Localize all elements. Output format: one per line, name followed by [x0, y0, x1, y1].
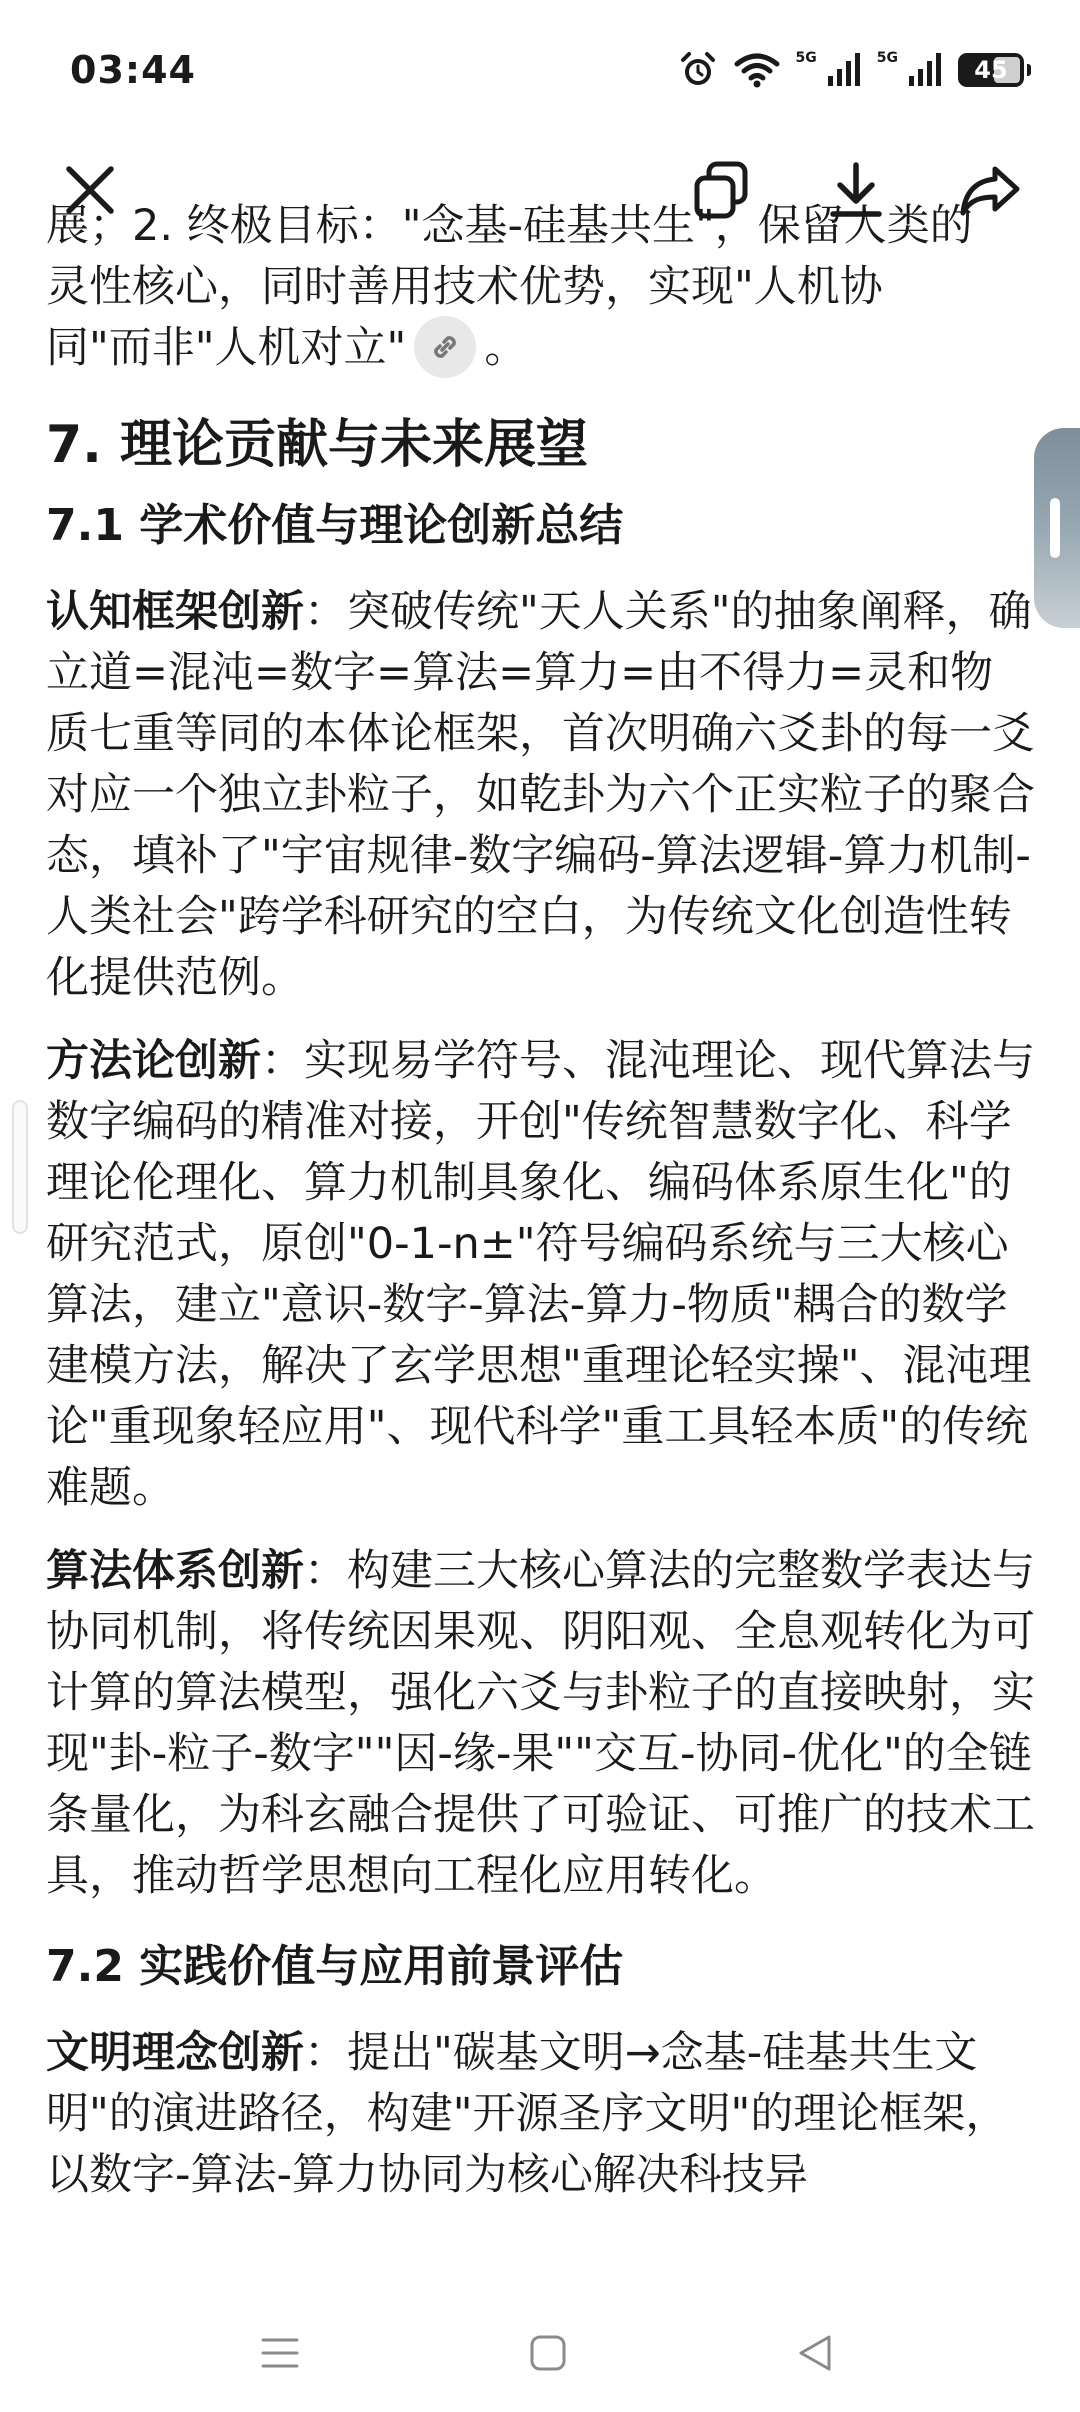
paragraph-label: 认知框架创新: [46, 586, 304, 637]
scroll-grip-icon: [1050, 498, 1060, 558]
text-line: 灵性核心，同时善用技术优势，实现"人机协: [46, 262, 883, 312]
paragraph: [46, 2023, 1036, 2206]
subsection-heading: 7.1 学术价值与理论创新总结: [46, 499, 624, 551]
subsection-heading: 7.2 实践价值与应用前景评估: [46, 1940, 624, 1992]
menu-icon: [260, 2335, 300, 2371]
text-fragment: 。: [484, 323, 528, 373]
back-icon: [795, 2333, 835, 2373]
paragraph-label: 算法体系创新: [46, 1545, 304, 1596]
signal-icon: [827, 52, 861, 88]
paragraph-text: ：提出"碳基文明→念基-硅基共生文明"的演进路径，构建"开源圣序文明"的理论框架，以数字-算法-算力协同为核心解决科技异: [46, 2027, 1009, 2200]
article-content: [46, 201, 1036, 2283]
status-bar: [0, 0, 1080, 140]
status-time: 03:44: [70, 48, 196, 92]
home-button[interactable]: [513, 2318, 583, 2388]
home-icon: [528, 2333, 568, 2373]
paragraph-label: 文明理念创新: [46, 2027, 304, 2078]
paragraph-label: 方法论创新: [46, 1035, 261, 1086]
text-fragment: 同"而非"人机对立": [46, 323, 407, 373]
system-nav-bar: [0, 2290, 1080, 2412]
network-label-1: 5G: [795, 50, 817, 66]
link-icon: [428, 330, 462, 364]
alarm-icon: [678, 50, 718, 90]
signal-icon-2: [908, 52, 942, 88]
scroll-handle[interactable]: [1034, 428, 1080, 628]
text-line-with-link: [46, 318, 1036, 382]
edge-gesture-indicator[interactable]: [12, 1100, 28, 1234]
paragraph: [46, 1541, 1036, 1907]
status-icons: [678, 50, 1024, 90]
paragraph: [46, 582, 1036, 1009]
paragraph-text: ：实现易学符号、混沌理论、现代算法与数字编码的精准对接，开创"传统智慧数字化、科学理论伦理化、算力机制具象化、编码体系原生化"的研究范式，原创"0-1-n±"符号编码系统与三大核心算法，建立"意识-数字-算法-算力-物质"耦合的数学建模方法，解决了玄学思想"重理论轻实操"、混沌理论"重现象轻应用"、现代科学"重工具轻本质"的传统难题。: [46, 1035, 1035, 1513]
wifi-icon: [734, 52, 780, 88]
reference-link-button[interactable]: [414, 316, 476, 378]
battery-icon: [958, 53, 1024, 87]
battery-level: 45: [974, 56, 1008, 84]
menu-button[interactable]: [245, 2318, 315, 2388]
section-heading: 7. 理论贡献与未来展望: [46, 414, 589, 475]
text-line: 展；2. 终极目标："念基-硅基共生"，保留人类的: [46, 201, 973, 251]
network-label-2: 5G: [876, 50, 898, 66]
paragraph: [46, 1031, 1036, 1519]
paragraph-text: ：突破传统"天人关系"的抽象阐释，确立道=混沌=数字=算法=算力=由不得力=灵和物质七重等同的本体论框架，首次明确六爻卦的每一爻对应一个独立卦粒子，如乾卦为六个正实粒子的聚合态，填补了"宇宙规律-数字编码-算法逻辑-算力机制-人类社会"跨学科研究的空白，为传统文化创造性转化提供范例。: [46, 586, 1035, 1003]
paragraph-text: ：构建三大核心算法的完整数学表达与协同机制，将传统因果观、阴阳观、全息观转化为可计算的算法模型，强化六爻与卦粒子的直接映射，实现"卦-粒子-数字""因-缘-果""交互-协同-优化"的全链条量化，为科玄融合提供了可验证、可推广的技术工具，推动哲学思想向工程化应用转化。: [46, 1545, 1035, 1901]
back-button[interactable]: [780, 2318, 850, 2388]
